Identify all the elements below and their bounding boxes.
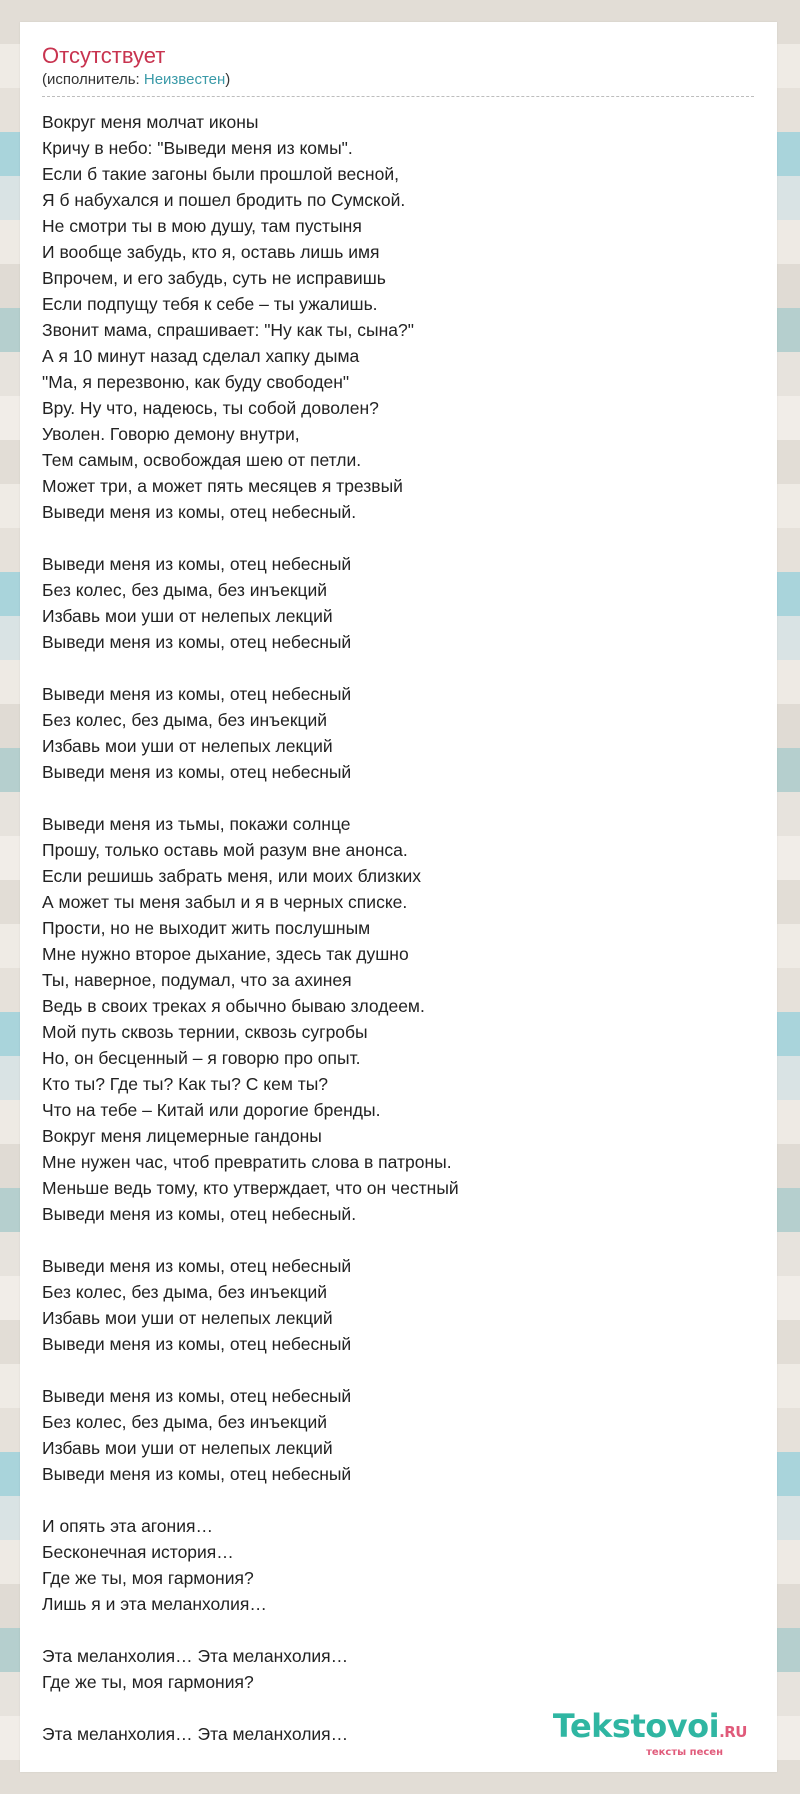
logo-tagline: тексты песен <box>646 1747 723 1758</box>
site-logo[interactable] <box>553 1709 747 1758</box>
performer-line <box>42 70 754 97</box>
artist-link[interactable]: Неизвестен <box>143 71 226 88</box>
lyrics-text: Вокруг меня молчат иконы Кричу в небо: "Выведи меня из комы". Если б такие загоны были прошлой весной, Я б набухался и пошел бродить по Сумской. Не смотри ты в мою душу, там пустыня И вообще забудь, кто я, оставь лишь имя Впрочем, и его забудь, суть не исправишь Если подпущу тебя к себе – ты ужалишь. Звонит мама, спрашивает: "Ну как ты, сына?" А я 10 минут назад сделал хапку дыма "Ма, я перезвоню, как буду свободен" Вру. Ну что, надеюсь, ты собой доволен? Уволен. Говорю демону внутри, Тем самым, освобождая шею от петли. Может три, а может пять месяцев я трезвый Выведи меня из комы, отец небесный. Выведи меня из комы, отец небесный Без колес, без дыма, без инъекций Избавь мои уши от нелепых лекций Выведи меня из комы, отец небесный Выведи меня из комы, отец небесный Без колес, без дыма, без инъекций Избавь мои уши от нелепых лекций Выведи меня из комы, отец небесный Выведи меня из тьмы, покажи солнце Прошу, только оставь мой разум вне анонса. Если решишь забрать меня, или моих близких А может ты меня забыл и я в черных списке. Прости, но не выходит жить послушным Мне нужно второе дыхание, здесь так душно Ты, наверное, подумал, что за ахинея Ведь в своих треках я обычно бываю злодеем. Мой путь сквозь тернии, сквозь сугробы Но, он бесценный – я говорю про опыт. Кто ты? Где ты? Как ты? С кем ты? Что на тебе – Китай или дорогие бренды. Вокруг меня лицемерные гандоны Мне нужен час, чтоб превратить слова в патроны. Меньше ведь тому, кто утверждает, что он честный Выведи меня из комы, отец небесный. Выведи меня из комы, отец небесный Без колес, без дыма, без инъекций Избавь мои уши от нелепых лекций Выведи меня из комы, отец небесный Выведи меня из комы, отец небесный Без колес, без дыма, без инъекций Избавь мои уши от нелепых лекций Выведи меня из комы, отец небесный И опять эта агония… Бесконечная история… Где же ты, моя гармония? Лишь я и эта меланхолия… Эта меланхолия… Эта меланхолия… Где же ты, моя гармония? Эта меланхолия… Эта меланхолия… <box>42 112 459 1744</box>
lyrics-card <box>20 22 777 1772</box>
performer-suffix: ) <box>225 71 231 88</box>
song-title: Отсутствует <box>42 43 166 68</box>
logo-tld: .RU <box>719 1723 747 1741</box>
logo-wordmark <box>553 1709 747 1749</box>
logo-name: Tekstovoi <box>552 1707 720 1745</box>
performer-prefix: (исполнитель: <box>42 71 144 88</box>
